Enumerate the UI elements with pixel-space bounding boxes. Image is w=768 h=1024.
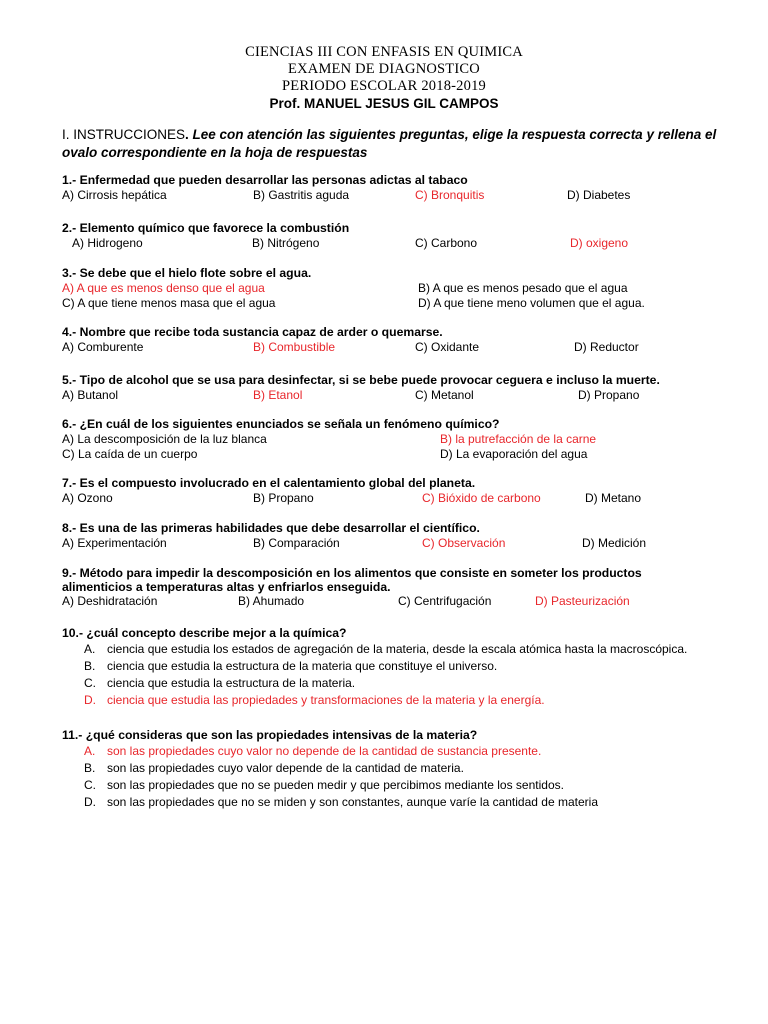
option-d[interactable]: D) Metano	[585, 491, 642, 505]
instructions-text: Lee con atención las siguientes preguntas, elige la respuesta correcta y rellena el ovalo correspondiente en la hoja de respuestas	[62, 127, 717, 160]
question-stem: 7.- Es el compuesto involucrado en el calentamiento global del planeta.	[62, 476, 476, 490]
question-stem: 2.- Elemento químico que favorece la combustión	[62, 221, 350, 235]
options-row	[62, 188, 752, 203]
question-stem: 8.- Es una de las primeras habilidades que debe desarrollar el científico.	[62, 521, 480, 535]
question-4	[62, 325, 752, 355]
option-a[interactable]: A) Cirrosis hepática	[62, 188, 167, 202]
option-d-correct[interactable]	[62, 692, 752, 709]
question-1	[62, 173, 752, 203]
option-b[interactable]: B) Ahumado	[238, 594, 305, 608]
option-d-correct[interactable]: D) Pasteurización	[535, 594, 630, 608]
option-letter: C.	[84, 676, 96, 690]
option-a-correct[interactable]	[62, 743, 752, 760]
question-stem: 10.- ¿cuál concepto describe mejor a la química?	[62, 626, 347, 640]
question-stem: 9.- Método para impedir la descomposición en los alimentos que consiste en someter los productos alimenticios a temperaturas altas y enfriarlos enseguida.	[62, 566, 642, 594]
question-5	[62, 373, 752, 403]
option-text: son las propiedades que no se miden y son constantes, aunque varíe la cantidad de materia	[107, 795, 598, 809]
question-2	[62, 221, 752, 251]
question-stem: 6.- ¿En cuál de los siguientes enunciados se señala un fenómeno químico?	[62, 417, 500, 431]
option-text: ciencia que estudia los estados de agregación de la materia, desde la escala atómica hasta la macroscópica.	[107, 642, 688, 656]
option-b[interactable]: B) Propano	[253, 491, 314, 505]
option-c[interactable]: C) Centrifugación	[398, 594, 492, 608]
options-row	[62, 281, 752, 296]
options-row	[62, 236, 752, 251]
question-7	[62, 476, 752, 506]
option-c[interactable]: C) Carbono	[415, 236, 478, 250]
option-text: ciencia que estudia las propiedades y transformaciones de la materia y la energía.	[107, 693, 545, 707]
option-c[interactable]: C) Oxidante	[415, 340, 480, 354]
option-c[interactable]	[62, 675, 752, 692]
question-6	[62, 417, 752, 462]
option-b[interactable]: B) Comparación	[253, 536, 340, 550]
option-letter: B.	[84, 659, 96, 673]
options-row	[62, 491, 752, 506]
option-d[interactable]: D) Medición	[582, 536, 647, 550]
option-letter: C.	[84, 778, 96, 792]
option-c-correct[interactable]: C) Bronquitis	[415, 188, 485, 202]
question-stem: 5.- Tipo de alcohol que se usa para desinfectar, si se bebe puede provocar ceguera e incluso la muerte.	[62, 373, 660, 387]
option-text: ciencia que estudia la estructura de la materia que constituye el universo.	[107, 659, 498, 673]
options-list	[62, 641, 752, 709]
option-c[interactable]: C) A que tiene menos masa que el agua	[62, 296, 276, 310]
question-3	[62, 266, 752, 311]
option-text: son las propiedades que no se pueden medir y que percibimos mediante los sentidos.	[107, 778, 564, 792]
exam-title: EXAMEN DE DIAGNOSTICO	[288, 61, 480, 77]
options-row	[62, 340, 752, 355]
exam-header	[0, 44, 768, 113]
option-d[interactable]: D) Reductor	[574, 340, 639, 354]
option-letter: A.	[84, 744, 96, 758]
options-list	[62, 743, 752, 811]
question-8	[62, 521, 752, 551]
options-row	[62, 432, 752, 447]
question-stem: 1.- Enfermedad que pueden desarrollar las personas adictas al tabaco	[62, 173, 468, 187]
option-letter: D.	[84, 795, 96, 809]
option-a[interactable]	[62, 641, 752, 658]
options-row	[62, 536, 752, 551]
instructions	[62, 126, 752, 162]
option-letter: D.	[84, 693, 96, 707]
option-a[interactable]: A) Hidrogeno	[72, 236, 143, 250]
option-b-correct[interactable]: B) Combustible	[253, 340, 336, 354]
option-text: son las propiedades cuyo valor no depende de la cantidad de sustancia presente.	[107, 744, 542, 758]
option-a[interactable]: A) Ozono	[62, 491, 113, 505]
option-c-correct[interactable]: C) Bióxido de carbono	[422, 491, 541, 505]
option-b[interactable]	[62, 760, 752, 777]
question-10	[62, 626, 752, 709]
question-stem: 4.- Nombre que recibe toda sustancia capaz de arder o quemarse.	[62, 325, 443, 339]
course-title: CIENCIAS III CON ENFASIS EN QUIMICA	[245, 44, 523, 60]
question-9	[62, 566, 752, 609]
teacher-name: Prof. MANUEL JESUS GIL CAMPOS	[269, 96, 499, 111]
options-row	[62, 296, 752, 311]
options-row	[62, 447, 752, 462]
option-b[interactable]: B) A que es menos pesado que el agua	[418, 281, 628, 295]
option-b[interactable]	[62, 658, 752, 675]
option-a[interactable]: A) La descomposición de la luz blanca	[62, 432, 267, 446]
option-c[interactable]	[62, 777, 752, 794]
option-a[interactable]: A) Butanol	[62, 388, 119, 402]
option-letter: B.	[84, 761, 96, 775]
question-stem: 11.- ¿qué consideras que son las propiedades intensivas de la materia?	[62, 728, 478, 742]
option-b[interactable]: B) Nitrógeno	[252, 236, 320, 250]
instructions-label	[62, 127, 189, 142]
option-c[interactable]: C) Metanol	[415, 388, 474, 402]
option-c-correct[interactable]: C) Observación	[422, 536, 506, 550]
option-d[interactable]	[62, 794, 752, 811]
option-d[interactable]: D) Propano	[578, 388, 640, 402]
option-d-correct[interactable]: D) oxigeno	[570, 236, 629, 250]
options-row	[62, 388, 752, 403]
option-text: ciencia que estudia la estructura de la materia.	[107, 676, 356, 690]
option-letter: A.	[84, 642, 96, 656]
option-b-correct[interactable]: B) Etanol	[253, 388, 303, 402]
option-a[interactable]: A) Experimentación	[62, 536, 167, 550]
options-row	[62, 594, 752, 609]
school-period: PERIODO ESCOLAR 2018-2019	[282, 78, 486, 94]
option-d[interactable]: D) La evaporación del agua	[440, 447, 588, 461]
option-d[interactable]: D) Diabetes	[567, 188, 631, 202]
option-b[interactable]: B) Gastritis aguda	[253, 188, 350, 202]
option-a[interactable]: A) Comburente	[62, 340, 144, 354]
instructions-prefix: I. INSTRUCCIONES	[62, 127, 186, 142]
option-b-correct[interactable]: B) la putrefacción de la carne	[440, 432, 597, 446]
option-a[interactable]: A) Deshidratación	[62, 594, 158, 608]
instructions-dot: .	[185, 127, 189, 142]
option-text: son las propiedades cuyo valor depende de la cantidad de materia.	[107, 761, 464, 775]
option-c[interactable]: C) La caída de un cuerpo	[62, 447, 198, 461]
option-d[interactable]: D) A que tiene meno volumen que el agua.	[418, 296, 645, 310]
option-a-correct[interactable]: A) A que es menos denso que el agua	[62, 281, 265, 295]
question-11	[62, 728, 752, 811]
question-stem: 3.- Se debe que el hielo flote sobre el agua.	[62, 266, 312, 280]
